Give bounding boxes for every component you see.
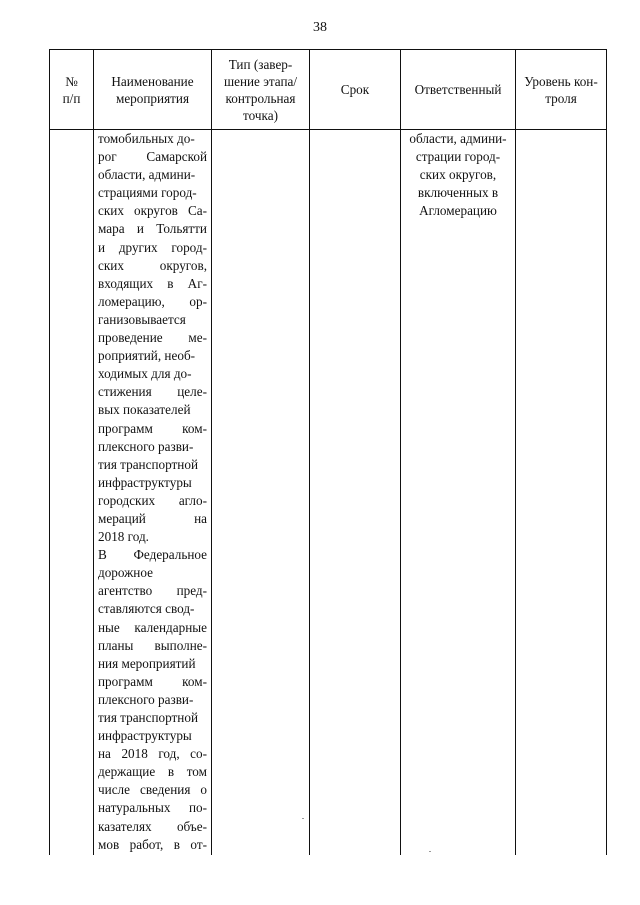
description-word: по-: [188, 800, 207, 816]
description-word: казателях: [98, 818, 152, 834]
description-line: инфраструктуры: [98, 474, 192, 490]
description-word: Федеральное: [133, 547, 207, 563]
description-word: агентство: [98, 583, 153, 599]
description-word: ломерацию,: [98, 293, 165, 309]
description-word: ор-: [189, 293, 207, 309]
description-line: вых показателей: [98, 402, 191, 418]
description-word: округов: [133, 203, 178, 219]
description-word: объе-: [176, 818, 207, 834]
description-word: стижения: [98, 384, 152, 400]
description-word: Са-: [187, 203, 207, 219]
header-text-line: троля: [545, 90, 577, 106]
description-word: ских: [98, 203, 124, 219]
description-word: и: [98, 239, 106, 255]
header-text-line: мероприятия: [115, 90, 190, 106]
header-responsible: [401, 50, 516, 130]
description-word: сведения: [139, 782, 191, 798]
description-word: ком-: [182, 673, 207, 689]
description-word: городских: [98, 492, 156, 508]
table-header-row: [50, 50, 607, 130]
description-word: мераций: [98, 510, 146, 526]
header-text-line: Ответственный: [414, 82, 502, 97]
description-word: о: [200, 782, 207, 798]
description-word: мара: [98, 221, 125, 237]
description-line: [98, 202, 207, 220]
description-word: программ: [98, 420, 153, 436]
description-word: ме-: [188, 330, 207, 346]
scan-speck: [429, 851, 431, 852]
description-word: ные: [98, 619, 120, 635]
description-word: входящих: [98, 275, 154, 291]
description-line: [98, 492, 207, 510]
cell-term: [310, 130, 401, 856]
header-name: [94, 50, 212, 130]
description-word: год,: [158, 746, 180, 762]
description-line: 2018 год.: [98, 529, 149, 545]
header-control-level: [516, 50, 607, 130]
table-row: [50, 130, 607, 856]
description-word: 2018: [121, 746, 148, 762]
responsible-text: [405, 130, 511, 220]
description-word: календарные: [134, 619, 207, 635]
description-word: в: [167, 764, 175, 780]
description-word: других: [118, 239, 158, 255]
description-line: [98, 257, 207, 275]
description-word: том: [186, 764, 207, 780]
description-line: томобильных до-: [98, 131, 195, 146]
cell-responsible: [401, 130, 516, 856]
description-word: пред-: [176, 583, 207, 599]
description-word: ком-: [182, 420, 207, 436]
description-word: и: [136, 221, 144, 237]
description-line: [98, 818, 207, 836]
description-line: [98, 329, 207, 347]
description-line: [98, 293, 207, 311]
description-line: области, админи-: [98, 167, 196, 183]
description-line: [98, 582, 207, 600]
description-word: В: [98, 547, 107, 563]
description-line: тия транспортной: [98, 456, 199, 472]
description-line: [98, 619, 207, 637]
description-word: агло-: [178, 492, 207, 508]
description-line: [98, 836, 207, 854]
header-type: [212, 50, 310, 130]
description-line: [98, 383, 207, 401]
description-line: [98, 637, 207, 655]
header-text-line: Срок: [340, 82, 370, 97]
description-word: Аг-: [187, 275, 207, 291]
description-line: [98, 745, 207, 763]
responsible-line: ских округов,: [419, 167, 497, 183]
description-line: [98, 799, 207, 817]
description-line: [98, 220, 207, 238]
header-term: [310, 50, 401, 130]
description-line: [98, 420, 207, 438]
description-word: Самарской: [146, 149, 207, 165]
measures-table: [49, 49, 607, 855]
description-word: натуральных: [98, 800, 171, 816]
description-line: [98, 239, 207, 257]
description-line: дорожное: [98, 565, 153, 581]
scan-speck: [302, 818, 304, 819]
header-text-line: Уровень кон-: [524, 73, 598, 89]
description-word: от-: [190, 836, 207, 852]
description-line: [98, 763, 207, 781]
description-line: ганизовывается: [98, 311, 186, 327]
responsible-line: Агломерацию: [419, 203, 497, 219]
page-number: 38: [313, 20, 327, 35]
description-word: в: [167, 275, 174, 291]
description-word: планы: [98, 637, 134, 653]
header-text-line: Наименование: [111, 73, 194, 89]
description-line: [98, 546, 207, 564]
header-text-line: Тип (завер-: [228, 56, 293, 72]
description-line: [98, 673, 207, 691]
description-word: проведение: [98, 330, 163, 346]
cell-control-level: [516, 130, 607, 856]
description-word: рог: [98, 149, 117, 165]
description-word: целе-: [177, 384, 207, 400]
description-word: на: [98, 746, 111, 762]
description-line: [98, 510, 207, 528]
description-word: мов: [98, 836, 120, 852]
description-word: держащие: [98, 764, 156, 780]
description-word: со-: [190, 746, 207, 762]
cell-number: [50, 130, 94, 856]
header-number: [50, 50, 94, 130]
description-word: Тольятти: [156, 221, 207, 237]
description-line: ния мероприятий: [98, 655, 196, 671]
description-line: [98, 275, 207, 293]
header-text-line: №: [65, 73, 78, 89]
responsible-line: области, админи-: [409, 131, 507, 146]
cell-type: [212, 130, 310, 856]
description-line: ставляются свод-: [98, 601, 195, 617]
description-word: ских: [98, 257, 124, 273]
description-word: числе: [98, 782, 130, 798]
description-line: инфраструктуры: [98, 728, 192, 744]
responsible-line: включенных в: [417, 185, 499, 201]
description-word: выполне-: [154, 637, 207, 653]
description-word: на: [194, 510, 207, 526]
description-line: ходимых для до-: [98, 366, 192, 382]
description-line: тия транспортной: [98, 710, 199, 725]
header-text-line: точка): [243, 107, 278, 123]
header-text-line: п/п: [62, 90, 81, 106]
description-line: страциями город-: [98, 185, 197, 201]
description-word: в: [173, 836, 180, 852]
description-word: город-: [171, 239, 207, 255]
description-word: работ,: [129, 836, 164, 852]
description-line: роприятий, необ-: [98, 348, 196, 364]
responsible-line: страции город-: [415, 149, 501, 165]
description-line: [98, 148, 207, 166]
description-word: округов,: [159, 257, 207, 273]
description-line: плексного разви-: [98, 691, 194, 707]
measure-description: [98, 130, 207, 854]
header-text-line: контрольная: [225, 90, 296, 106]
description-word: программ: [98, 673, 153, 689]
description-line: плексного разви-: [98, 438, 194, 454]
description-line: [98, 781, 207, 799]
cell-name: [94, 130, 212, 856]
header-text-line: шение этапа/: [223, 73, 298, 89]
